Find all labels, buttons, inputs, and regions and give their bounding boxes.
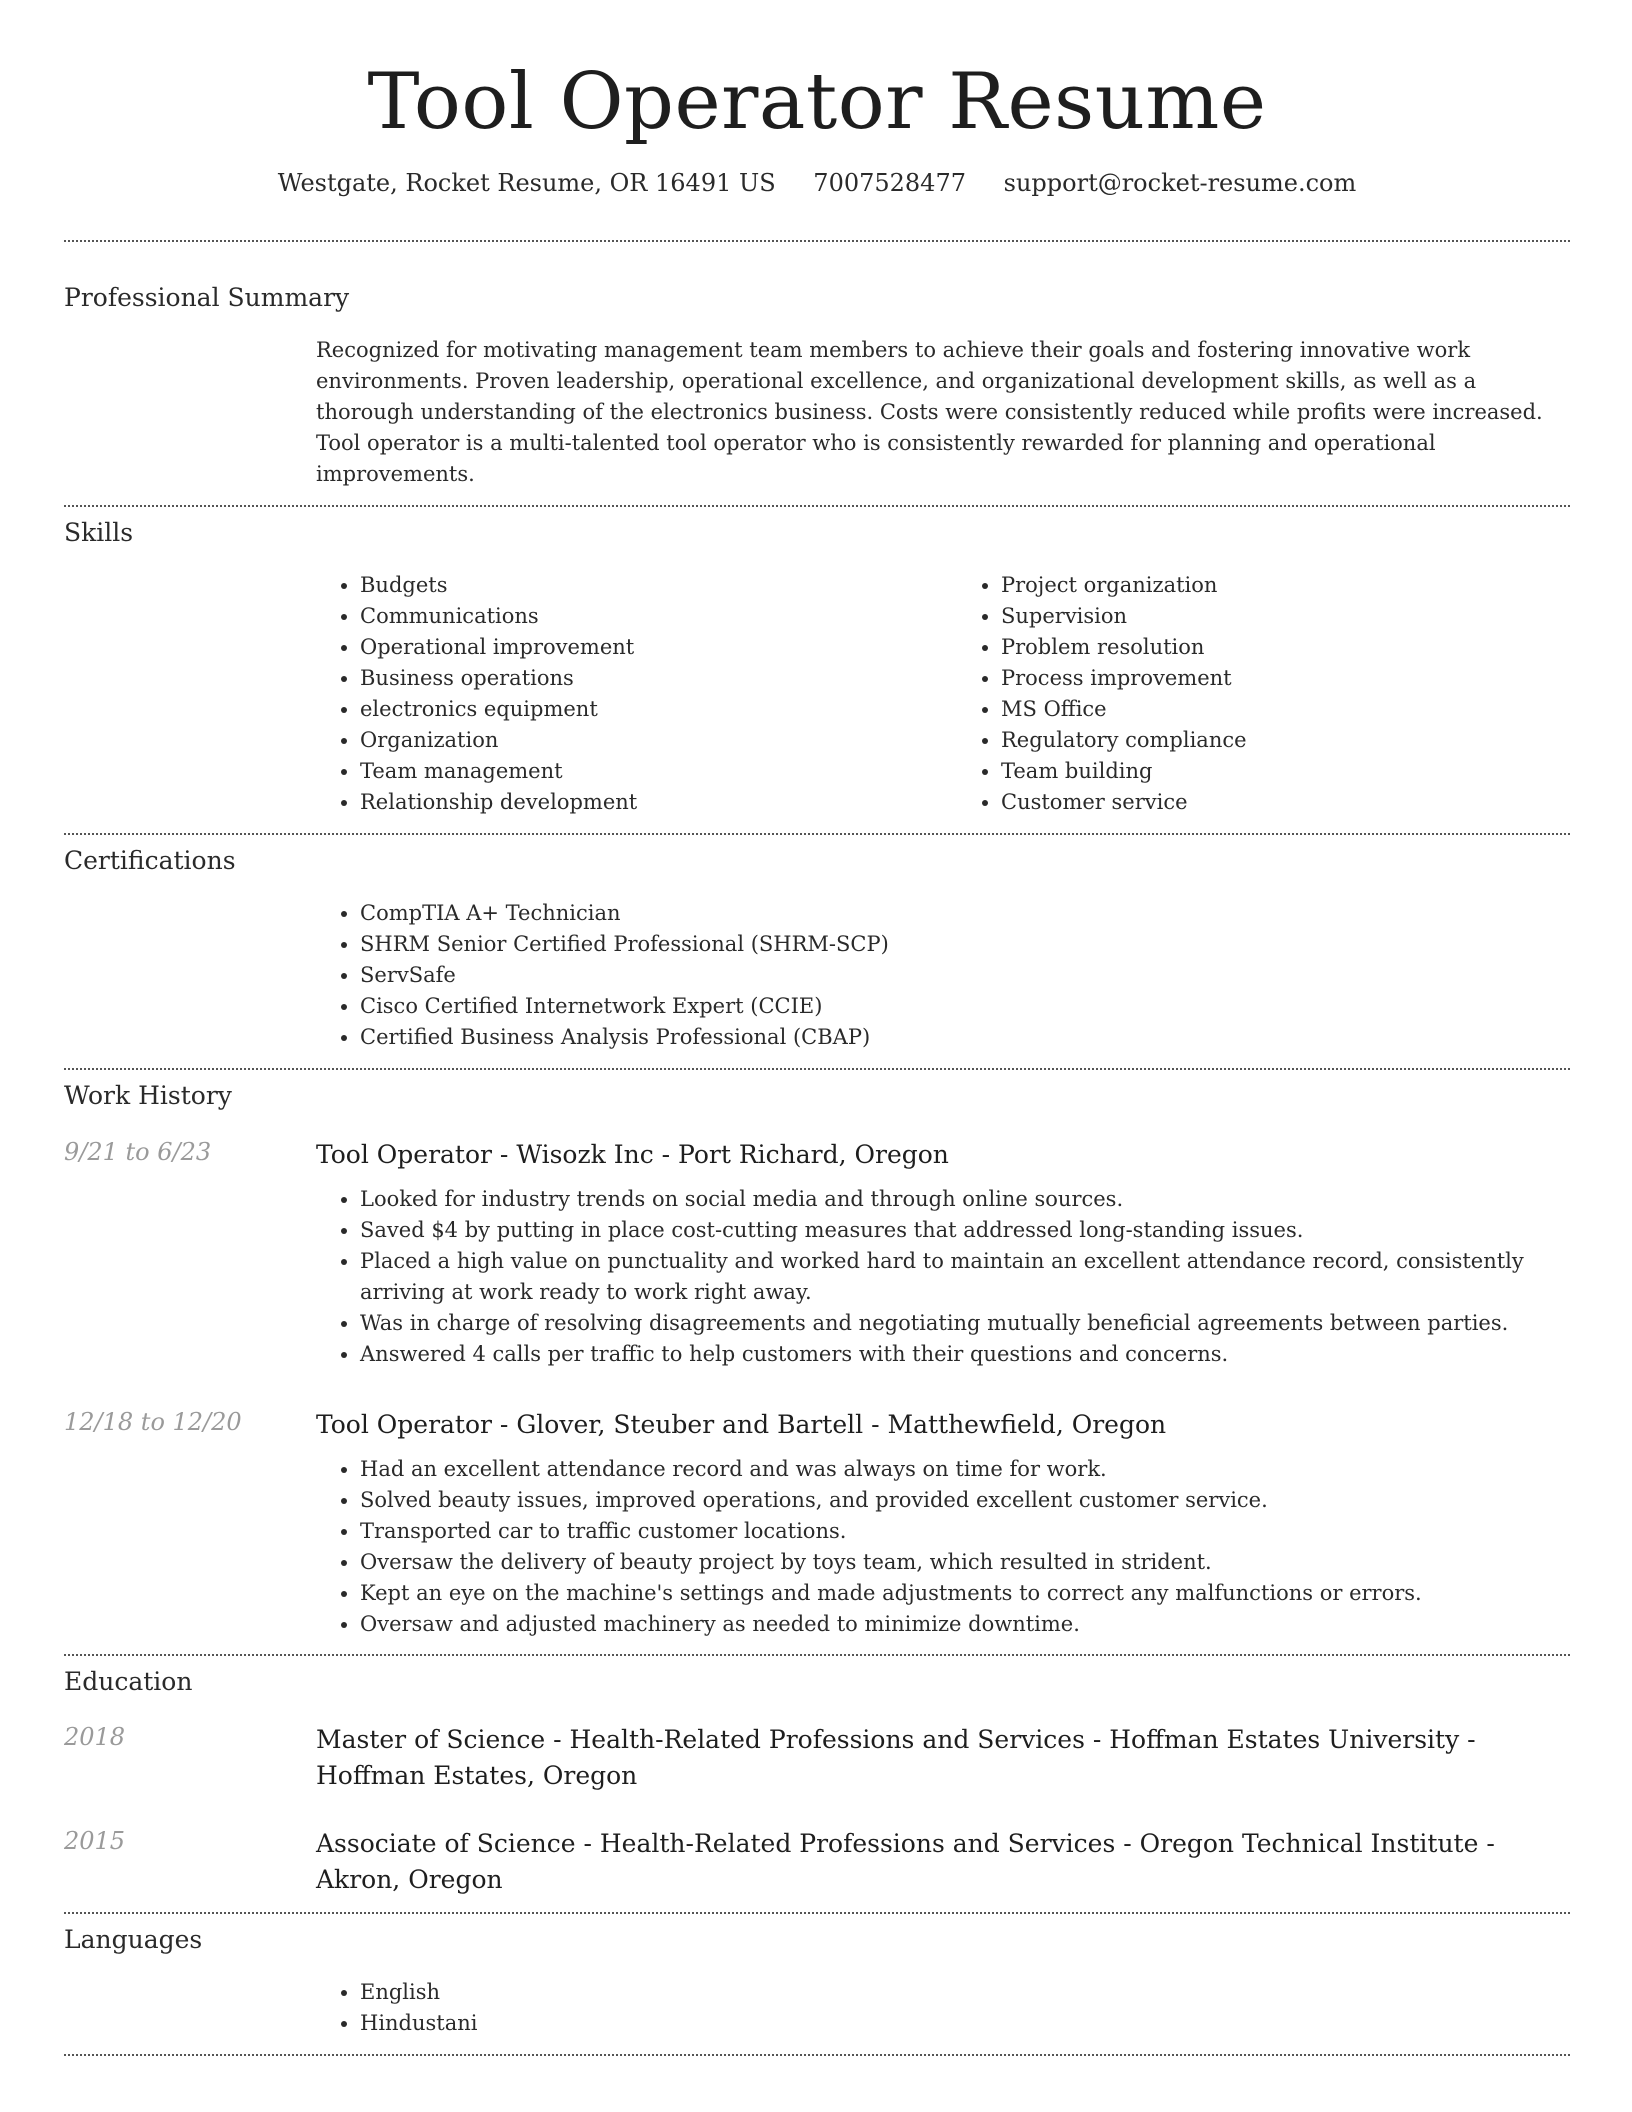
job-dates: 9/21 to 6/23 xyxy=(64,1138,212,1166)
section-education xyxy=(64,1656,1570,1898)
section-work-history xyxy=(64,1070,1570,1640)
skills-grid xyxy=(316,570,1570,818)
list-item: • English xyxy=(360,1977,1570,2008)
list-item: • Business operations xyxy=(360,663,932,694)
page-title: Tool Operator Resume xyxy=(367,57,1267,147)
section-skills xyxy=(64,507,1570,818)
certifications-list xyxy=(316,898,1570,1053)
list-item: • Communications xyxy=(360,601,932,632)
list-item: • Budgets xyxy=(360,570,932,601)
education-degree: Associate of Science - Health-Related Professions and Services - Oregon Technical Institute - Akron, Oregon xyxy=(316,1829,1495,1894)
list-item: • Relationship development xyxy=(360,787,932,818)
list-item: • Certified Business Analysis Professional (CBAP) xyxy=(360,1022,1570,1053)
section-summary xyxy=(64,242,1570,490)
list-item: • Was in charge of resolving disagreements and negotiating mutually beneficial agreements between parties. xyxy=(360,1308,1570,1339)
list-item: • Process improvement xyxy=(1001,663,1573,694)
contact-line xyxy=(64,168,1570,198)
education-degree: Master of Science - Health-Related Professions and Services - Hoffman Estates University - Hoffman Estates, Oregon xyxy=(316,1725,1476,1790)
list-item: • Kept an eye on the machine's settings and made adjustments to correct any malfunctions or errors. xyxy=(360,1578,1570,1609)
list-item: • Team management xyxy=(360,756,932,787)
job-bullets xyxy=(316,1184,1570,1370)
contact-address: Westgate, Rocket Resume, OR 16491 US xyxy=(277,169,776,197)
list-item: • Project organization xyxy=(1001,570,1573,601)
education-entry xyxy=(64,1826,1570,1898)
resume-page xyxy=(64,0,1570,2056)
certifications-body xyxy=(316,898,1570,1053)
list-item: • Hindustani xyxy=(360,2008,1570,2039)
education-year: 2018 xyxy=(64,1723,126,1751)
list-item: • CompTIA A+ Technician xyxy=(360,898,1570,929)
divider xyxy=(64,2054,1570,2056)
section-heading: Education xyxy=(64,1667,193,1696)
skills-list-left xyxy=(316,570,932,818)
list-item: • Answered 4 calls per traffic to help customers with their questions and concerns. xyxy=(360,1339,1570,1370)
list-item: • Regulatory compliance xyxy=(1001,725,1573,756)
skills-list-right xyxy=(932,570,1573,818)
job-body xyxy=(316,1184,1570,1370)
list-item: • Problem resolution xyxy=(1001,632,1573,663)
list-item: • MS Office xyxy=(1001,694,1573,725)
list-item: • Supervision xyxy=(1001,601,1573,632)
section-certifications xyxy=(64,835,1570,1053)
languages-body xyxy=(316,1977,1570,2039)
list-item: • Placed a high value on punctuality and worked hard to maintain an excellent attendance record, consistently arriving at work ready to work right away. xyxy=(360,1246,1570,1308)
job-title: Tool Operator - Glover, Steuber and Bartell - Matthewfield, Oregon xyxy=(316,1410,1167,1439)
list-item: • Team building xyxy=(1001,756,1573,787)
job-body xyxy=(316,1454,1570,1640)
list-item: • Organization xyxy=(360,725,932,756)
list-item: • ServSafe xyxy=(360,960,1570,991)
list-item: • Saved $4 by putting in place cost-cutting measures that addressed long-standing issues. xyxy=(360,1215,1570,1246)
section-heading: Skills xyxy=(64,518,134,547)
list-item: • Cisco Certified Internetwork Expert (CCIE) xyxy=(360,991,1570,1022)
languages-list xyxy=(316,1977,1570,2039)
list-item: • Solved beauty issues, improved operations, and provided excellent customer service. xyxy=(360,1485,1570,1516)
summary-body xyxy=(316,335,1570,490)
list-item: • Customer service xyxy=(1001,787,1573,818)
section-heading: Languages xyxy=(64,1925,203,1954)
list-item: • electronics equipment xyxy=(360,694,932,725)
job-entry xyxy=(64,1407,1570,1640)
section-heading: Certifications xyxy=(64,846,236,875)
section-heading: Professional Summary xyxy=(64,283,350,312)
list-item: • Transported car to traffic customer locations. xyxy=(360,1516,1570,1547)
education-year: 2015 xyxy=(64,1827,126,1855)
list-item: • Looked for industry trends on social media and through online sources. xyxy=(360,1184,1570,1215)
job-title: Tool Operator - Wisozk Inc - Port Richard, Oregon xyxy=(316,1140,949,1169)
job-dates: 12/18 to 12/20 xyxy=(64,1408,242,1436)
section-languages xyxy=(64,1914,1570,2039)
list-item: • SHRM Senior Certified Professional (SHRM-SCP) xyxy=(360,929,1570,960)
section-heading: Work History xyxy=(64,1081,232,1110)
list-item: • Oversaw and adjusted machinery as needed to minimize downtime. xyxy=(360,1609,1570,1640)
list-item: • Had an excellent attendance record and was always on time for work. xyxy=(360,1454,1570,1485)
summary-text: Recognized for motivating management team members to achieve their goals and fostering innovative work environments. Proven leadership, operational excellence, and organizational development skills, as well as a thorough understanding of the electronics business. Costs were consistently reduced while profits were increased. Tool operator is a multi-talented tool operator who is consistently rewarded for planning and operational improvements. xyxy=(316,338,1543,486)
list-item: • Oversaw the delivery of beauty project by toys team, which resulted in strident. xyxy=(360,1547,1570,1578)
contact-phone: 7007528477 xyxy=(813,169,966,197)
job-entry xyxy=(64,1137,1570,1370)
education-entry xyxy=(64,1722,1570,1794)
contact-email: support@rocket-resume.com xyxy=(1003,169,1357,197)
job-bullets xyxy=(316,1454,1570,1640)
list-item: • Operational improvement xyxy=(360,632,932,663)
